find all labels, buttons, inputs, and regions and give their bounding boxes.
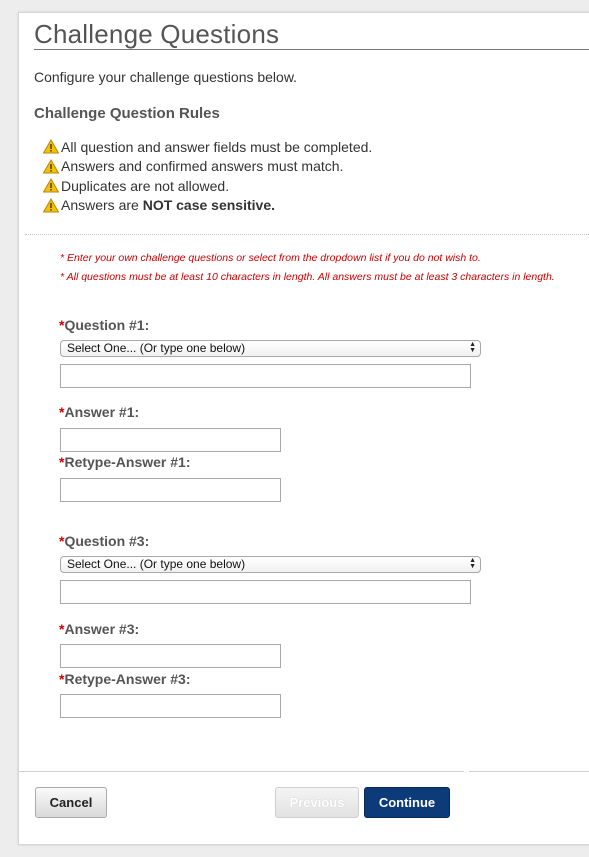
answer-1-label <box>59 404 139 420</box>
rule-item <box>43 176 372 196</box>
updown-arrows-icon: ▲ ▼ <box>469 341 476 354</box>
footer-divider <box>19 771 464 772</box>
section-divider <box>25 234 589 235</box>
footer-divider <box>469 771 589 772</box>
warning-icon <box>43 159 59 174</box>
continue-button[interactable]: Continue <box>364 787 450 818</box>
rule-text: Answers and confirmed answers must match. <box>61 158 344 175</box>
rule-text: Duplicates are not allowed. <box>61 177 230 194</box>
retype-answer-3-label-text: Retype-Answer #3: <box>64 671 191 687</box>
question-3-label-text: Question #3: <box>64 533 150 549</box>
question-3-input[interactable] <box>60 580 471 604</box>
retype-answer-1-label-text: Retype-Answer #1: <box>64 454 191 470</box>
question-3-select-value: Select One... (Or type one below) <box>67 557 246 571</box>
retype-answer-3-input[interactable] <box>60 694 281 718</box>
retype-answer-3-label <box>59 671 191 687</box>
instruction-note: * Enter your own challenge questions or select from the dropdown list if you do not wish to. <box>60 252 481 264</box>
rules-heading: Challenge Question Rules <box>34 105 220 122</box>
answer-3-input[interactable] <box>60 644 281 668</box>
question-1-select[interactable] <box>60 340 481 357</box>
rule-item <box>43 137 372 157</box>
cancel-button[interactable]: Cancel <box>35 787 107 818</box>
required-asterisk: * <box>59 454 65 470</box>
rule-text-prefix: Answers are <box>61 197 143 214</box>
warning-icon <box>43 139 59 154</box>
rule-text: All question and answer fields must be completed. <box>61 138 373 155</box>
answer-1-input[interactable] <box>60 428 281 452</box>
rule-item <box>43 196 372 216</box>
question-3-select[interactable] <box>60 556 481 573</box>
required-asterisk: * <box>59 404 65 420</box>
rule-item <box>43 157 372 177</box>
previous-button[interactable]: Previous <box>275 787 359 818</box>
question-3-label <box>59 533 149 549</box>
required-asterisk: * <box>59 621 65 637</box>
warning-icon <box>43 198 59 213</box>
question-1-label-text: Question #1: <box>64 317 150 333</box>
title-divider <box>34 49 589 50</box>
answer-3-label <box>59 621 139 637</box>
length-requirement-note: * All questions must be at least 10 characters in length. All answers must be at least 3 characters in length. <box>60 271 555 283</box>
page-title: Challenge Questions <box>34 19 280 49</box>
challenge-questions-panel <box>18 12 589 845</box>
retype-answer-1-label <box>59 454 191 470</box>
required-asterisk: * <box>59 671 65 687</box>
rules-list <box>43 137 372 215</box>
required-asterisk: * <box>59 533 65 549</box>
required-asterisk: * <box>59 317 65 333</box>
rule-text-emphasis: NOT case sensitive. <box>142 197 275 214</box>
retype-answer-1-input[interactable] <box>60 478 281 502</box>
updown-arrows-icon: ▲ ▼ <box>469 557 476 570</box>
question-1-input[interactable] <box>60 364 471 388</box>
intro-text: Configure your challenge questions below. <box>34 69 298 85</box>
question-1-select-value: Select One... (Or type one below) <box>67 341 246 355</box>
question-1-label <box>59 317 149 333</box>
answer-1-label-text: Answer #1: <box>64 404 140 420</box>
answer-3-label-text: Answer #3: <box>64 621 140 637</box>
rule-text <box>61 197 275 213</box>
warning-icon <box>43 178 59 193</box>
